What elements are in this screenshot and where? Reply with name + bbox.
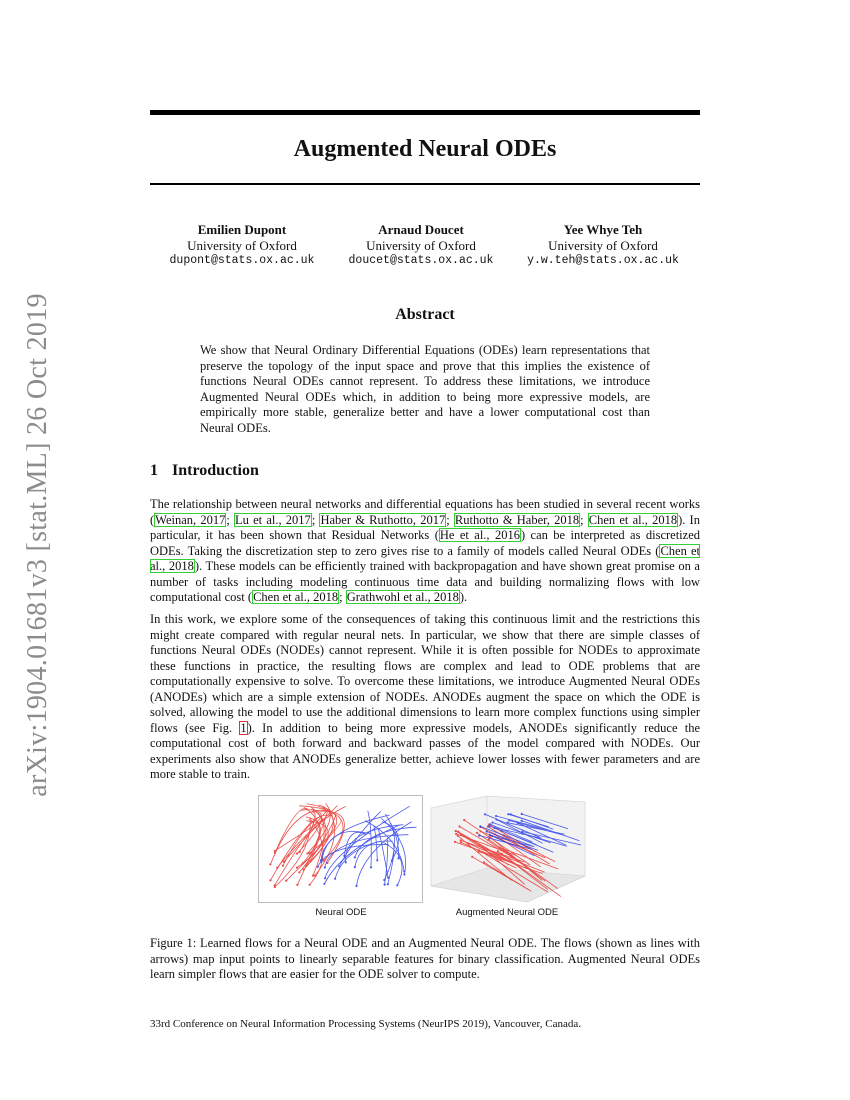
paragraph-text: ; (580, 512, 588, 527)
title-bottom-rule (150, 183, 700, 185)
author-block (142, 222, 342, 269)
flow-point (460, 841, 462, 843)
figure-reference-link[interactable]: 1 (240, 720, 247, 735)
flow-point (495, 815, 497, 817)
author-email: y.w.teh@stats.ox.ac.uk (527, 254, 679, 267)
flow-point (296, 867, 298, 869)
flow-point (317, 866, 319, 868)
arxiv-identifier: arXiv:1904.01681v3 [stat.ML] 26 Oct 2019 (22, 293, 53, 797)
flow-point (457, 831, 459, 833)
flow-point (285, 880, 287, 882)
paragraph-text: ) can be interpreted as discretized ODEs. Taking the discretization step to zero gives rise to a family of models called Neural ODEs ( (150, 528, 700, 558)
flow-point (455, 833, 457, 835)
flow-point (455, 830, 457, 832)
flow-point (397, 857, 399, 859)
flow-point (283, 861, 285, 863)
citation-link[interactable]: Ruthotto & Haber, 2018 (454, 512, 580, 527)
flow-point (274, 886, 276, 888)
paper-title: Augmented Neural ODEs (293, 136, 557, 162)
flow-point (269, 879, 271, 881)
flow-point (296, 884, 298, 886)
citation-link[interactable]: Weinan, 2017 (155, 512, 226, 527)
flow-point (324, 866, 326, 868)
flow-point (478, 834, 480, 836)
flow-point (298, 871, 300, 873)
flow-point (403, 873, 405, 875)
flow-point (384, 884, 386, 886)
paragraph-text: The relationship between neural networks and differential equations has been studied in several recent works ( (150, 497, 700, 527)
flow-point (521, 813, 523, 815)
flow-point (460, 839, 462, 841)
section-number: 1 (150, 462, 158, 479)
flow-point (508, 819, 510, 821)
paragraph-text: ; (226, 512, 235, 527)
flow-point (454, 841, 456, 843)
author-name: Yee Whye Teh (563, 222, 643, 237)
flow-point (320, 861, 322, 863)
flow-point (396, 884, 398, 886)
title-top-rule (150, 110, 700, 115)
intro-paragraph-2 (150, 612, 700, 783)
abstract-heading: Abstract (395, 306, 455, 323)
flow-point (495, 818, 497, 820)
flow-point (376, 859, 378, 861)
flow-point (478, 844, 480, 846)
flow-point (354, 866, 356, 868)
flow-point (489, 834, 491, 836)
flow-point (306, 852, 308, 854)
flow-point (486, 830, 488, 832)
author-affiliation: University of Oxford (366, 237, 476, 253)
paragraph-text: In this work, we explore some of the consequences of taking this continuous limit and the restrictions this might create compared with regular neural nets. In particular, we show that there are simple classes of functions Neural ODEs (NODEs) cannot represent. While it is often possible for NODEs to approximate these functions in practice, the resulting flows are complex and lead to ODE problems that are computationally expensive to solve. To overcome these limitations, we introduce Augmented Neural ODEs (ANODEs) which are a simple extension of NODEs. ANODEs augment the space on which the ODE is solved, allowing the model to use the additional dimensions to learn more complex functions using simpler flows (see Fig. (150, 612, 700, 735)
flow-point (501, 830, 503, 832)
flow-point (334, 878, 336, 880)
author-email: dupont@stats.ox.ac.uk (169, 254, 315, 267)
flow-point (296, 853, 298, 855)
citation-link[interactable]: Chen et al., 2018 (150, 543, 700, 573)
flow-point (484, 813, 486, 815)
flow-point (282, 865, 284, 867)
citation-link[interactable]: He et al., 2016 (439, 528, 520, 542)
citation-link[interactable]: Chen et al., 2018 (588, 512, 678, 527)
flow-point (458, 825, 460, 827)
paragraph-text: ; (339, 590, 346, 604)
section-heading (150, 462, 259, 480)
flow-point (463, 819, 465, 821)
flow-point (480, 830, 482, 832)
section-title: Introduction (172, 462, 259, 479)
flow-point (521, 820, 523, 822)
flow-point (460, 834, 462, 836)
flow-point (312, 875, 314, 877)
paragraph-text: ). (459, 590, 468, 604)
flow-point (479, 825, 481, 827)
citation-link[interactable]: Grathwohl et al., 2018 (346, 590, 459, 604)
flow-point (476, 832, 478, 834)
flow-point (471, 856, 473, 858)
flow-point (323, 883, 325, 885)
flow-point (354, 856, 356, 858)
flow-point (345, 861, 347, 863)
conference-footnote: 33rd Conference on Neural Information Processing Systems (NeurIPS 2019), Vancouver, Canada. (150, 1018, 582, 1030)
flow-point (488, 825, 490, 827)
flow-point (387, 877, 389, 879)
flow-point (491, 835, 493, 837)
flow-point (492, 821, 494, 823)
author-block (503, 222, 703, 269)
flow-point (387, 883, 389, 885)
intro-paragraph-1 (150, 497, 700, 606)
flow-point (324, 877, 326, 879)
flow-point (269, 863, 271, 865)
paragraph-text: ; (311, 512, 320, 527)
figure-caption: Figure 1: Learned flows for a Neural ODE and an Augmented Neural ODE. The flows (shown as lines with arrows) map input points to linearly separable features for binary classification. Augmented Neural ODEs learn simpler flows that are easier for the ODE solver to compute. (150, 936, 700, 981)
flow-point (299, 851, 301, 853)
author-email: doucet@stats.ox.ac.uk (348, 254, 494, 267)
figure-augmented-ode-panel (427, 790, 587, 908)
flow-point (355, 885, 357, 887)
author-name: Emilien Dupont (197, 222, 287, 237)
paragraph-text: ). In addition to being more expressive models, ANODEs significantly reduce the computational cost of both forward and backward passes of the model compared with NODEs. Our experiments also show that ANODEs generalize better, achieve lower losses with fewer parameters and are more stable to train. (150, 720, 700, 781)
citation-link[interactable]: Chen et al., 2018 (253, 590, 339, 604)
flow-point (309, 884, 311, 886)
flow-point (338, 865, 340, 867)
citation-link[interactable]: Haber & Ruthotto, 2017 (320, 512, 446, 527)
flow-point (510, 813, 512, 815)
flow-point (497, 850, 499, 852)
paragraph-text: ; (446, 512, 454, 527)
flow-point (274, 852, 276, 854)
flow-point (489, 823, 491, 825)
author-name: Arnaud Doucet (378, 222, 464, 237)
author-affiliation: University of Oxford (187, 237, 297, 253)
paragraph-text: ). In particular, it has been shown that Residual Networks ( (150, 512, 700, 542)
author-affiliation: University of Oxford (548, 237, 658, 253)
abstract-text: We show that Neural Ordinary Differential Equations (ODEs) learn representations that preserve the topology of the input space and prove that this implies the existence of functions Neural ODEs cannot represent. To address these limitations, we introduce Augmented Neural ODEs which, in addition to being more expressive models, are empirically more stable, generalize better and have a lower computational cost than Neural ODEs. (200, 343, 650, 435)
flow-point (478, 850, 480, 852)
figure-label-neural-ode: Neural ODE (315, 907, 367, 918)
flow-point (507, 813, 509, 815)
flow-point (391, 860, 393, 862)
figure-neural-ode-panel (258, 795, 423, 903)
flow-point (370, 866, 372, 868)
paragraph-text: ). These models can be efficiently trained with backpropagation and have shown great promise on a number of tasks including modeling continuous time data and building normalizing flows with low computational cost ( (150, 559, 700, 604)
figure-label-augmented-ode: Augmented Neural ODE (455, 907, 559, 918)
citation-link[interactable]: Lu et al., 2017 (235, 512, 311, 527)
author-block (321, 222, 521, 269)
